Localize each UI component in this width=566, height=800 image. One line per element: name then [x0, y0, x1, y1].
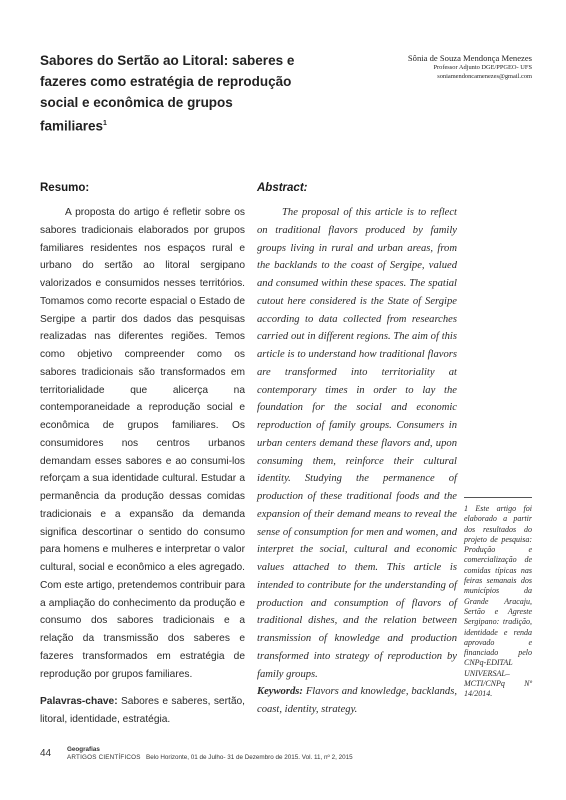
author-block	[332, 53, 532, 81]
abstract-keywords-text: Flavors and knowledge, backlands, coast, identity, strategy.	[257, 686, 457, 715]
resumo-column	[40, 204, 245, 729]
footnote: 1 Este artigo foi elaborado a partir dos resultados do projeto de pesquisa: Produção e comercialização de comidas típicas nas feiras semanais dos municípios da Grande Aracaju, Sertão e Agreste Sergipano: tradição, identidade e renda aprovado e financiado pelo CNPq-EDITAL UNIVERSAL– MCTI/CNPq Nº 14/2014.	[464, 504, 532, 699]
abstract-heading: Abstract:	[257, 182, 308, 194]
author-name: Sônia de Souza Mendonça Menezes	[407, 53, 532, 63]
title-footnote-marker: 1	[103, 120, 107, 127]
article-title	[40, 50, 300, 137]
article-title-text: Sabores do Sertão ao Litoral: saberes e fazeres como estratégia de reprodução social e econômica de grupos familiares	[40, 53, 295, 134]
resumo-keywords-text: Sabores e saberes, sertão, litoral, identidade, estratégia.	[40, 696, 245, 725]
journal-name: Geografias	[67, 746, 100, 753]
resumo-keywords-label: Palavras-chave:	[40, 696, 118, 708]
abstract-keywords	[257, 683, 457, 719]
resumo-keywords	[40, 693, 245, 729]
page-footer	[40, 746, 530, 766]
footnote-divider	[464, 497, 532, 498]
resumo-heading: Resumo:	[40, 182, 90, 194]
journal-section: ARTIGOS CIENTÍFICOS	[67, 754, 141, 761]
page-number: 44	[40, 748, 52, 759]
author-affiliation: Professor Adjunto DGE/PPGEO- UFS	[433, 64, 532, 71]
abstract-keywords-label: Keywords:	[257, 686, 303, 698]
abstract-column	[257, 204, 457, 719]
resumo-body: A proposta do artigo é refletir sobre os sabores tradicionais elaborados por grupos familiares residentes nos espaços rural e urbano do sertão ao litoral sergipano valorizados e consumidos nesses territórios. Tomamos como recorte espacial o Estado de Sergipe a partir dos dados das pesquisas realizadas nas diferentes regiões. Temos como objetivo compreender como os sabores tradicionais são transformados em territorialidade que alicerça na contemporaneidade a reprodução social e econômica de grupos familiares. Os consumidores nos centros urbanos demandam esses sabores e ao consumi-los reforçam a sua identidade cultural. Estudar a permanência da produção dessas comidas tradicionais e a expansão da demanda significa descortinar o sentido do consumo para homens e mulheres e interpretar o valor cultural, social e econômico a eles agregado. Com este artigo, pretendemos contribuir para a ampliação do conhecimento da produção e consumo dos sabores tradicionais e a relação da transmissão dos saberes e fazeres transformados em estratégia de reprodução por grupos familiares.	[40, 207, 245, 680]
journal-citation: Belo Horizonte, 01 de Julho- 31 de Dezembro de 2015. Vol. 11, nº 2, 2015	[146, 754, 353, 761]
author-email: soniamendoncamenezes@gmail.com	[437, 72, 532, 80]
abstract-body: The proposal of this article is to reflect on traditional flavors produced by family groups living in rural and urban areas, from the backlands to the coast of Sergipe, valued and consumed within these spaces. The spatial cutout here considered is the State of Sergipe according to data collected from researches carried out in different regions. The aim of this article is to understand how traditional flavors are transformed into territoriality at contemporary times in order to lay the foundation for the social and economic reproduction of family groups. Consumers in urban centers demand these flavors and, upon consuming them, reinforce their cultural identity. Studying the permanence of production of these traditional foods and the expansion of their demand means to reveal the sense of consumption for men and women, and interpret the social, cultural and economic values attached to them. This article is intended to contribute for the understanding of production and consumption of flavors of traditional dishes, and the relation between transmission of knowledge and production transformed into strategy of reproduction by family groups.	[257, 207, 457, 680]
